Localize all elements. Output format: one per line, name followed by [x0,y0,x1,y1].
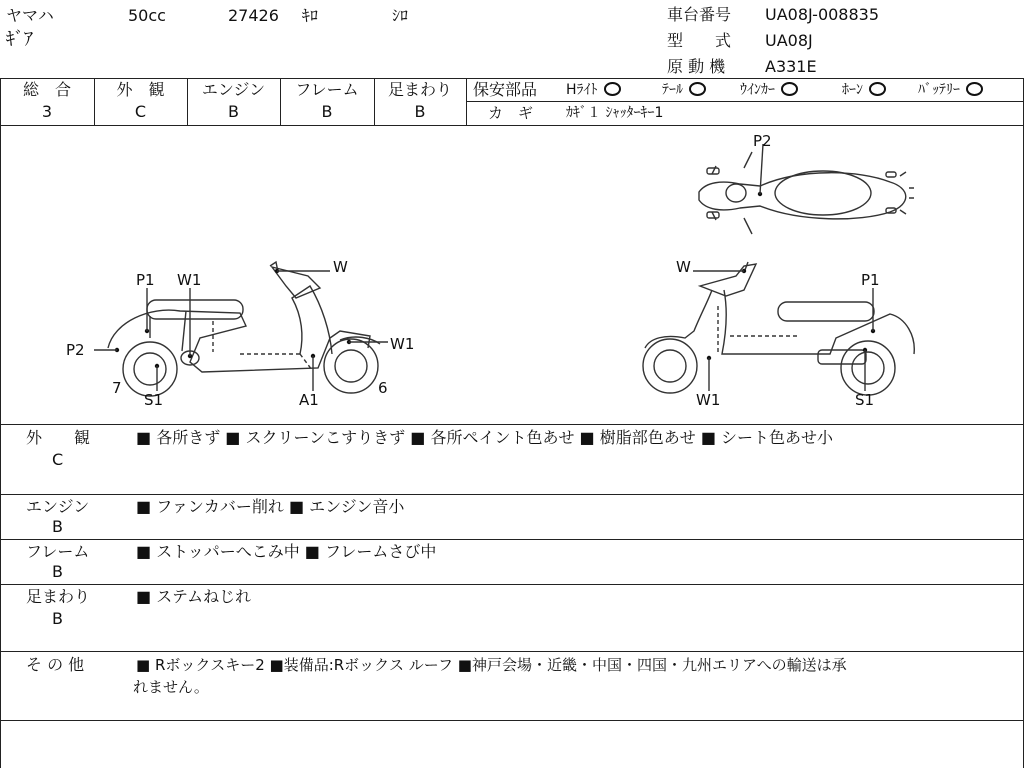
type-label: 型 式 [667,31,732,50]
mark-left-w: W [333,258,348,276]
mark-left-6: 6 [378,379,388,397]
remark-grade-suspension: B [52,609,63,628]
mark-left-a1: A1 [299,391,319,409]
mark-left-7: 7 [112,379,122,397]
damage-markers-right [707,269,875,360]
mileage-unit: ｷﾛ [302,6,319,25]
engine-label: 原 動 機 [667,57,726,76]
mark-right-s1: S1 [855,391,875,409]
safety-item-winker [740,80,798,100]
remark-title-exterior: 外 観 [26,428,91,447]
keys-value: ｶｷﾞ１ ｼｬｯﾀｰｷｰ1 [566,105,664,121]
remark-text-suspension: ■ ステムねじれ [136,587,252,606]
displacement: 50cc [128,6,166,25]
model-name: ｷﾞｱ [6,29,33,50]
remark-title-suspension: 足まわり [26,587,91,606]
grade-value-suspension: B [414,102,426,121]
engine-value: A331E [765,57,817,76]
safety-item-name: ｳｲﾝｶｰ [740,82,775,98]
safety-item-headlight [566,80,621,100]
frame-number: UA08J-008835 [765,5,880,24]
mileage: 27426 [228,6,279,25]
type-value: UA08J [765,31,813,50]
remark-title-other: そ の 他 [26,655,85,674]
ok-circle-icon [966,82,983,96]
remark-text-exterior: ■ 各所きず ■ スクリーンこすりきず ■ 各所ペイント色あせ ■ 樹脂部色あせ ■ シート色あせ小 [136,428,834,447]
divider [0,584,1024,585]
grade-label-exterior: 外 観 [116,80,165,99]
divider [466,101,1024,102]
mark-right-p1: P1 [861,271,880,289]
grade-value-frame: B [321,102,333,121]
mark-left-w1b: W1 [390,335,415,353]
safety-parts-label: 保安部品 [473,80,538,99]
remark-grade-frame: B [52,562,63,581]
grade-value-engine: B [228,102,239,121]
grade-label-suspension: 足まわり [387,80,452,99]
remark-text-other-line1: ■ Rボックスキー2 ■装備品:Rボックス ルーフ ■神戸会場・近畿・中国・四国・九州エリアへの輸送は承 [136,656,847,674]
mark-left-w1: W1 [177,271,202,289]
safety-item-name: ﾊﾞｯﾃﾘｰ [918,82,960,98]
mark-right-w: W [676,258,691,276]
safety-item-name: Hﾗｲﾄ [566,82,598,98]
remark-text-engine: ■ ファンカバー削れ ■ エンジン音小 [136,497,405,516]
remark-grade-exterior: C [52,450,64,469]
ok-circle-icon [604,82,621,96]
mark-right-w1: W1 [696,391,721,409]
divider [0,78,1024,79]
divider [0,494,1024,495]
divider [0,651,1024,652]
grade-value-overall: 3 [41,102,53,121]
safety-item-name: ﾎｰﾝ [842,82,863,98]
maker: ヤマハ [6,6,54,25]
scooter-top-view [699,152,914,234]
mark-left-p2: P2 [66,341,85,359]
ok-circle-icon [781,82,798,96]
grade-value-exterior: C [134,102,147,121]
grade-label-engine: エンジン [201,80,266,99]
ok-circle-icon [689,82,706,96]
remark-text-frame: ■ ストッパーへこみ中 ■ フレームさび中 [136,542,437,561]
ok-circle-icon [869,82,886,96]
leader-line [760,144,763,194]
safety-item-battery [918,80,983,100]
remark-text-other-line2: れません。 [133,678,209,696]
divider [0,424,1024,425]
color: ｼﾛ [392,6,409,25]
divider [0,539,1024,540]
safety-item-taillight [662,80,706,100]
grade-label-overall: 総 合 [22,80,71,99]
remark-title-engine: エンジン [26,497,90,516]
grade-label-frame: フレーム [295,80,359,99]
remark-grade-engine: B [52,517,63,536]
leader-lines-right [693,271,873,391]
mark-left-s1: S1 [144,391,164,409]
divider [0,720,1024,721]
safety-item-name: ﾃｰﾙ [662,82,683,98]
frame-number-label: 車台番号 [667,5,732,24]
mark-top-p2: P2 [753,132,772,150]
mark-left-p1: P1 [136,271,155,289]
keys-label: カ ギ [488,104,534,122]
safety-item-horn [842,80,886,100]
remark-title-frame: フレーム [26,542,90,561]
